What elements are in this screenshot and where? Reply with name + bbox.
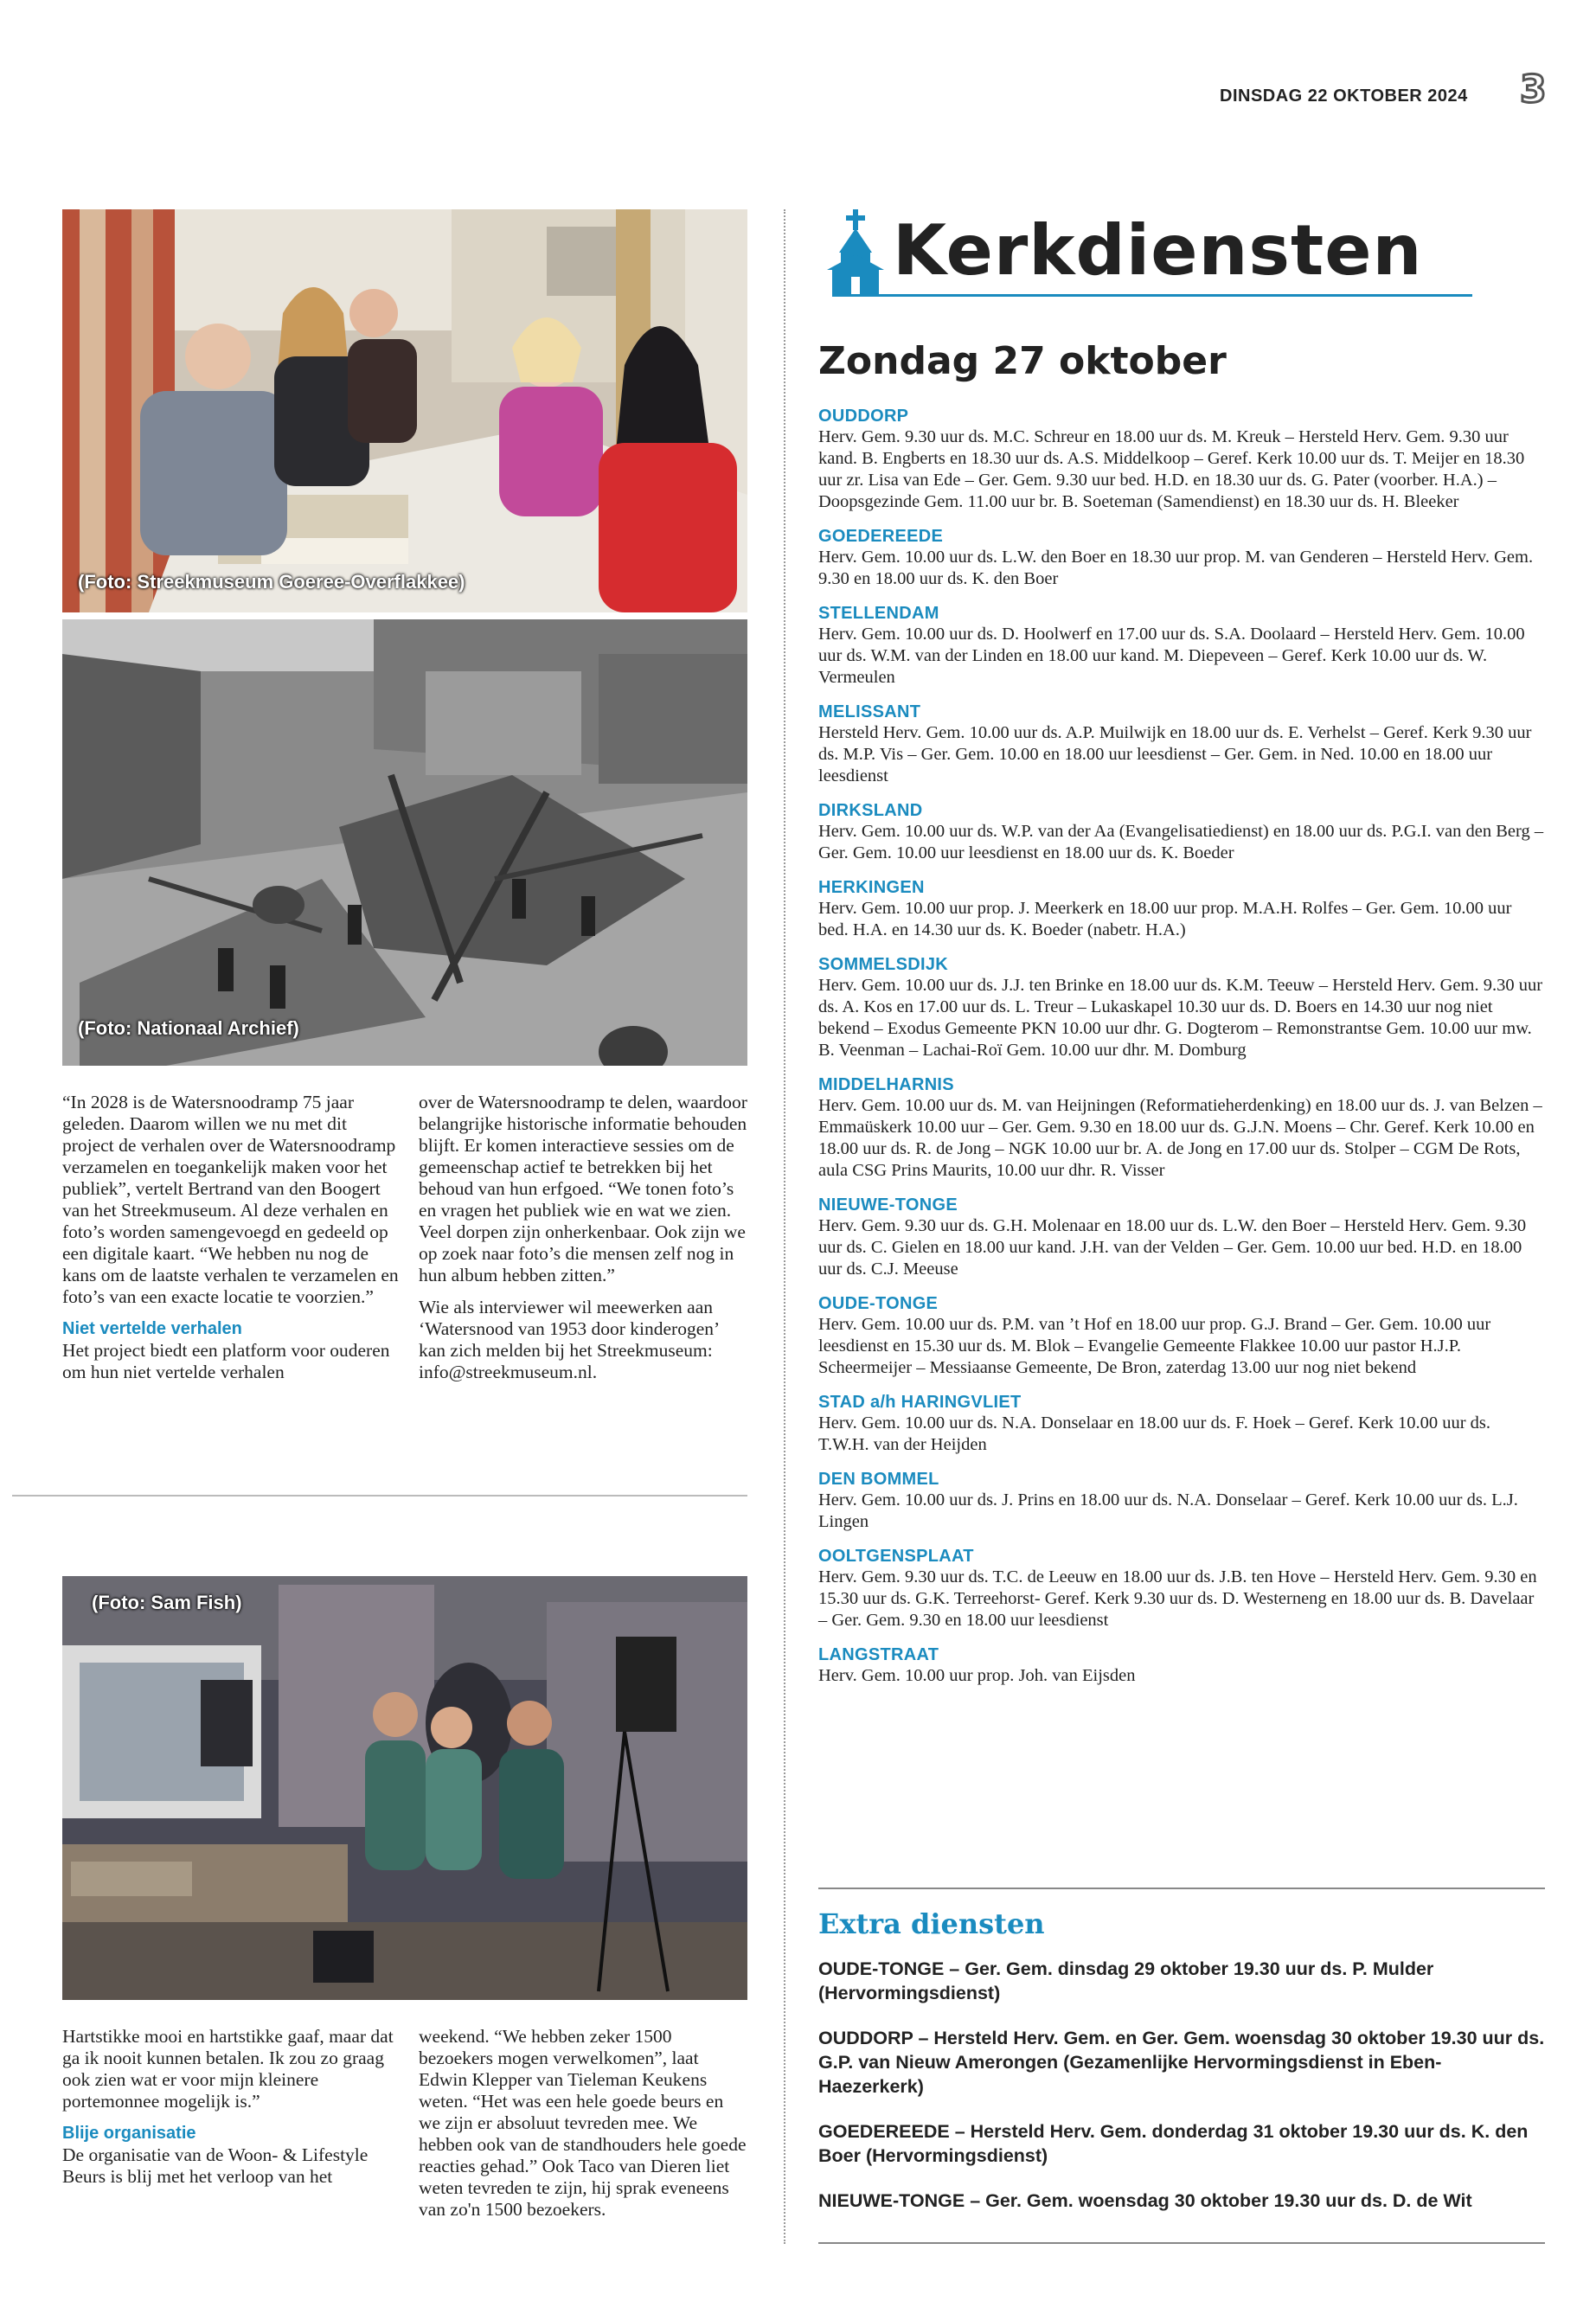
article2-paragraph: Hartstikke mooi en hartstikke gaaf, maar dat ga ik nooit kunnen betalen. Ik zou zo graag ook zien wat er voor mijn kleinere portemonnee mogelijk is.” — [62, 2026, 394, 2112]
photo-streekmuseum — [62, 209, 747, 612]
kerkdiensten-title: Kerkdiensten — [893, 210, 1423, 291]
extra-item: NIEUWE-TONGE – Ger. Gem. woensdag 30 oktober 19.30 uur ds. D. de Wit — [818, 2190, 1472, 2211]
bottom-divider — [818, 2242, 1545, 2244]
service-entry — [818, 604, 1545, 689]
service-text: Herv. Gem. 9.30 uur ds. M.C. Schreur en 18.00 uur ds. M. Kreuk – Hersteld Herv. Gem. 9.30 uur kand. B. Engberts en 18.30 uur ds. A.S. Middelkoop – Geref. Kerk 10.00 uur ds. T. Meijer en 18.30 uur zr. Lisa van Ede – Ger. Gem. 9.30 uur bed. H.D. en 18.30 uur ds. G. Pater (voorber. H.A.) – Doopsgezinde Gem. 11.00 uur br. B. Soeteman (Samendienst) en 18.30 uur ds. H. Bleeker — [818, 427, 1525, 511]
article2-column1 — [62, 2026, 400, 2198]
service-town: HERKINGEN — [818, 878, 925, 897]
service-entry — [818, 407, 1545, 513]
service-town: OOLTGENSPLAAT — [818, 1547, 974, 1566]
church-icon-graphic — [827, 209, 884, 294]
service-text: Herv. Gem. 10.00 uur ds. N.A. Donselaar en 18.00 uur ds. F. Hoek – Geref. Kerk 10.00 uur ds. T.W.H. van der Heijden — [818, 1413, 1491, 1454]
service-entry — [818, 1195, 1545, 1280]
service-text: Herv. Gem. 10.00 uur ds. L.W. den Boer en 18.30 uur prop. M. van Genderen – Hersteld Herv. Gem. 9.30 en 18.00 uur ds. K. den Boer — [818, 548, 1534, 588]
service-town: OUDE-TONGE — [818, 1294, 939, 1313]
article1-column2 — [419, 1092, 747, 1394]
article2-paragraph: weekend. “We hebben zeker 1500 bezoekers mogen verwelkomen”, laat Edwin Klepper van Tieleman Keukens weten. “Het was een hele goede beurs en we zijn er absoluut tevreden mee. We hebben ook van de standhouders hele goede reacties gehad.” Ook Taco van Dieren liet weten tevreden te zijn, hij sprak eveneens van zo'n 1500 bezoekers. — [419, 2026, 747, 2220]
service-list — [818, 407, 1545, 1701]
extra-item: OUDDORP – Hersteld Herv. Gem. en Ger. Gem. woensdag 30 oktober 19.30 uur ds. G.P. van Nieuw Amerongen (Gezamenlijke Hervormingsdienst in Eben-Haezerkerk) — [818, 2028, 1545, 2097]
service-text: Hersteld Herv. Gem. 10.00 uur ds. A.P. Muilwijk en 18.00 uur ds. E. Verhelst – Geref. Kerk 9.30 uur ds. M.P. Vis – Ger. Gem. 10.00 en 18.00 uur leesdienst – Ger. Gem. in Ned. 10.00 en 18.00 uur leesdienst — [818, 723, 1532, 785]
service-town: DEN BOMMEL — [818, 1470, 939, 1489]
page-date: DINSDAG 22 OKTOBER 2024 — [1220, 87, 1468, 106]
article1-paragraph: “In 2028 is de Watersnoodramp 75 jaar geleden. Daarom willen we nu met dit project de verhalen over de Watersnoodramp verzamelen en toegankelijk maken voor het publiek”, vertelt Bertrand van den Boogert van het Streekmuseum. Al deze verhalen en foto’s worden samengevoegd en gedeeld op een digitale kaart. “We hebben nu nog de kans om de laatste verhalen te verzamelen en foto’s van een exacte locatie te voorzien.” — [62, 1092, 399, 1307]
service-text: Herv. Gem. 10.00 uur ds. D. Hoolwerf en 17.00 uur ds. S.A. Doolaard – Hersteld Herv. Gem. 10.00 uur ds. W.M. van der Linden en 18.00 uur kand. M. Diepeveen – Geref. Kerk 10.00 uur ds. W. Vermeulen — [818, 625, 1525, 687]
page-number: 3 — [1520, 67, 1547, 112]
service-date-heading: Zondag 27 oktober — [818, 339, 1227, 383]
photo-sam-fish-image — [62, 1576, 747, 2000]
service-text: Herv. Gem. 10.00 uur ds. P.M. van ’t Hof en 18.00 uur prop. G.J. Brand – Ger. Gem. 10.00 uur leesdienst en 15.30 uur ds. M. Blok – Evangelie Gemeente Flakkee 10.00 uur pastor H.J.P. Scheermeijer – Messiaanse Gemeente, De Bron, zaterdag 13.00 uur nog niet bekend — [818, 1315, 1491, 1377]
photo-caption: (Foto: Streekmuseum Goeree-Overflakkee) — [78, 571, 465, 593]
service-entry — [818, 1470, 1545, 1533]
service-entry — [818, 878, 1545, 941]
service-text: Herv. Gem. 10.00 uur prop. Joh. van Eijsden — [818, 1666, 1136, 1685]
service-text: Herv. Gem. 10.00 uur ds. M. van Heijningen (Reformatieherdenking) en 18.00 uur ds. J. van Belzen – Emmaüskerk 10.00 uur – Ger. Gem. 9.30 en 18.00 uur ds. G.J.N. Moens – Chr. Geref. Kerk 10.00 en 18.00 uur ds. R. de Jong – NGK 10.00 uur br. A. de Jong en 17.00 uur ds. Stolper – CGM De Rots, aula CSG Prins Maurits, 10.00 uur dhr. R. Visser — [818, 1096, 1542, 1180]
section-divider — [12, 1495, 747, 1497]
article1-subheading: Niet vertelde verhalen — [62, 1319, 242, 1338]
service-text: Herv. Gem. 10.00 uur ds. J.J. ten Brinke en 18.00 uur ds. K.M. Teeuw – Hersteld Herv. Gem. 9.30 uur ds. A. Kos en 17.00 uur ds. L. Treur – Lukaskapel 10.30 uur ds. D. Boers en 14.30 uur nog niet bekend – Exodus Gemeente PKN 10.00 uur dhr. G. Dogterom – Remonstrantse Gem. 10.00 uur mw. B. Veenman – Lachai-Roï Gem. 10.00 uur dhr. M. Domburg — [818, 976, 1543, 1060]
column-divider — [784, 209, 785, 2244]
service-entry — [818, 527, 1545, 590]
photo-caption: (Foto: Sam Fish) — [92, 1592, 242, 1613]
service-text: Herv. Gem. 9.30 uur ds. G.H. Molenaar en 18.00 uur ds. L.W. den Boer – Hersteld Herv. Gem. 9.30 uur ds. C. Gielen en 18.00 uur kand. J.H. van der Velden – Ger. Gem. 10.00 uur bed. H.D. en 18.00 uur ds. C.J. Meeuse — [818, 1216, 1527, 1279]
church-icon — [827, 209, 884, 294]
service-entry — [818, 801, 1545, 864]
service-entry — [818, 955, 1545, 1061]
extra-item: OUDE-TONGE – Ger. Gem. dinsdag 29 oktober 19.30 uur ds. P. Mulder (Hervormingsdienst) — [818, 1958, 1434, 2003]
service-town: LANGSTRAAT — [818, 1645, 939, 1664]
service-town: MELISSANT — [818, 702, 921, 721]
photo-sam-fish — [62, 1576, 747, 2000]
extra-item: GOEDEREEDE – Hersteld Herv. Gem. donderdag 31 oktober 19.30 uur ds. K. den Boer (Hervormingsdienst) — [818, 2121, 1529, 2166]
extra-divider — [818, 1888, 1545, 1889]
article1-paragraph: Wie als interviewer wil meewerken aan ‘Watersnood van 1953 door kinderogen’ kan zich melden bij het Streekmuseum: info@streekmuseum.nl. — [419, 1297, 719, 1382]
service-entry — [818, 1075, 1545, 1182]
service-town: OUDDORP — [818, 407, 909, 426]
extra-diensten-title: Extra diensten — [818, 1907, 1045, 1940]
service-entry — [818, 1645, 1545, 1687]
article2-subheading: Blije organisatie — [62, 2124, 196, 2143]
article1-column1 — [62, 1092, 400, 1394]
service-text: Herv. Gem. 10.00 uur prop. J. Meerkerk en 18.00 uur prop. M.A.H. Rolfes – Ger. Gem. 10.00 uur bed. H.A. en 14.30 uur ds. K. Boeder (nabetr. H.A.) — [818, 899, 1512, 939]
article2-column2 — [419, 2026, 747, 2231]
service-text: Herv. Gem. 10.00 uur ds. W.P. van der Aa (Evangelisatiedienst) en 18.00 uur ds. P.G.I. van den Berg – Ger. Gem. 10.00 uur leesdienst en 18.00 uur ds. K. Boeder — [818, 822, 1544, 862]
service-town: GOEDEREEDE — [818, 527, 944, 546]
title-underline — [832, 294, 1472, 297]
service-town: STELLENDAM — [818, 604, 939, 623]
service-town: DIRKSLAND — [818, 801, 923, 820]
service-entry — [818, 1393, 1545, 1456]
service-entry — [818, 702, 1545, 787]
photo-nationaal-archief-image — [62, 619, 747, 1066]
article2-paragraph: De organisatie van de Woon- & Lifestyle Beurs is blij met het verloop van het — [62, 2144, 369, 2187]
article1-paragraph: over de Watersnoodramp te delen, waardoor belangrijke historische informatie behouden blijft. Er komen interactieve sessies om de gemeenschap actief te betrekken bij het behoud van hun erfgoed. “We tonen foto’s en vragen het publiek wie en wat we zien. Veel dorpen zijn onherkenbaar. Ook zijn we op zoek naar foto’s die mensen zelf nog in hun album hebben zitten.” — [419, 1092, 747, 1285]
photo-streekmuseum-image — [62, 209, 747, 612]
service-town: STAD a/h HARINGVLIET — [818, 1393, 1022, 1412]
service-town: NIEUWE-TONGE — [818, 1195, 958, 1215]
photo-nationaal-archief — [62, 619, 747, 1066]
extra-list — [818, 1957, 1545, 2234]
service-entry — [818, 1547, 1545, 1631]
service-text: Herv. Gem. 9.30 uur ds. T.C. de Leeuw en 18.00 uur ds. J.B. ten Hove – Hersteld Herv. Gem. 9.30 en 15.30 uur ds. G.K. Terreehorst- Geref. Kerk 9.30 uur ds. D. Westerneng en 18.00 uur ds. B. Davelaar – Ger. Gem. 9.30 en 18.00 uur leesdienst — [818, 1567, 1537, 1630]
service-text: Herv. Gem. 10.00 uur ds. J. Prins en 18.00 uur ds. N.A. Donselaar – Geref. Kerk 10.00 uur ds. L.J. Lingen — [818, 1490, 1518, 1531]
service-entry — [818, 1294, 1545, 1379]
article1-paragraph: Het project biedt een platform voor ouderen om hun niet vertelde verhalen — [62, 1340, 390, 1382]
service-town: MIDDELHARNIS — [818, 1075, 954, 1094]
photo-caption: (Foto: Nationaal Archief) — [78, 1017, 299, 1039]
service-town: SOMMELSDIJK — [818, 955, 948, 974]
